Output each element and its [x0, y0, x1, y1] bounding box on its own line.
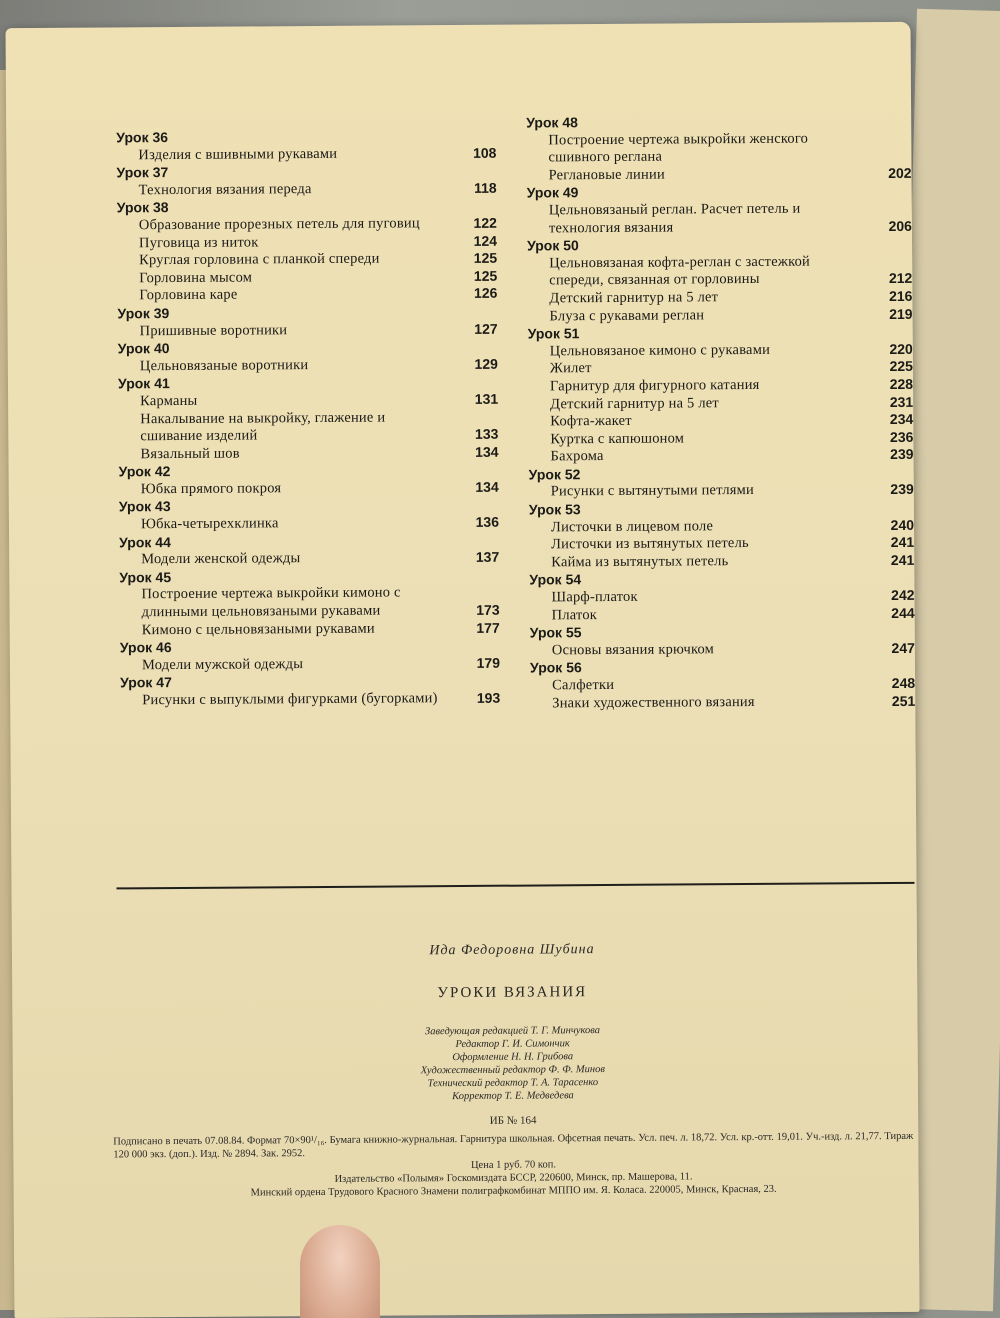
toc-entry-title: Кимоно с цельновязаными рукавами: [141, 620, 375, 638]
book-title: УРОКИ ВЯЗАНИЯ: [437, 984, 588, 1002]
lesson-heading: Урок 44: [119, 533, 171, 551]
toc-entry-page: 212: [888, 270, 913, 287]
lesson-heading: Урок 51: [527, 325, 580, 342]
toc-entry: [120, 655, 500, 675]
credit-line: Художественный редактор Ф. Ф. Минов: [420, 1064, 605, 1077]
toc-entry: [117, 180, 497, 200]
lesson-heading: Урок 46: [119, 639, 172, 656]
toc-entry-title: Модели мужской одежды: [141, 655, 304, 674]
toc-entry-title: Основы вязания крючком: [551, 641, 715, 659]
ib-number: ИБ № 164: [489, 1114, 537, 1127]
lesson-heading: Урок 42: [118, 463, 171, 480]
lesson-heading: Урок 47: [120, 674, 172, 691]
toc-entry-page: 137: [475, 548, 500, 566]
toc-entry-title: Цельновязаный реглан. Расчет петель и технология вязания: [548, 200, 801, 236]
lesson-heading: Урок 56: [529, 659, 582, 676]
toc-entry: [119, 584, 499, 622]
toc-entry-page: 125: [473, 267, 498, 284]
toc-entry-title: Цельновязаная кофта-реглан с застежкой спереди, связанная от горловины: [549, 253, 811, 289]
toc-entry-title: Накалывание на выкройку, глажение и сшивание изделий: [140, 409, 386, 445]
toc-entry: [119, 514, 499, 534]
toc-entry-title: Кофта-жакет: [550, 412, 632, 430]
toc-entry-page: 231: [889, 393, 914, 410]
toc-entry-page: 244: [891, 604, 915, 621]
toc-entry: [118, 355, 498, 375]
toc-entry-title: Построение чертежа выкройки кимоно с длинными цельновязаными рукавами: [141, 584, 401, 621]
toc-entry-page: 241: [890, 534, 915, 551]
toc-entry: [529, 481, 914, 501]
toc-entry-title: Пуговица из ниток: [138, 233, 259, 251]
toc-column-right: [526, 112, 915, 713]
toc-entry-page: 225: [889, 358, 913, 375]
credit-line: Редактор Г. И. Симончик: [455, 1038, 570, 1051]
toc-entry: [119, 479, 499, 499]
toc-entry-title: Кайма из вытянутых петель: [551, 552, 729, 571]
toc-entry-page: 177: [476, 619, 500, 636]
lesson-heading: Урок 55: [529, 624, 582, 641]
toc-entry-page: 127: [474, 320, 498, 337]
toc-entry-title: Блуза с рукавами реглан: [549, 306, 705, 324]
toc-entry: [118, 408, 498, 446]
toc-entry: [116, 144, 496, 164]
toc-entry-page: 239: [890, 446, 914, 463]
toc-entry-title: Юбка прямого покроя: [140, 480, 282, 498]
toc-entry-page: 236: [889, 428, 914, 445]
lesson-heading: Урок 50: [526, 237, 579, 254]
credit-line: Оформление Н. Н. Грибова: [452, 1051, 574, 1064]
toc-entry-title: Построение чертежа выкройки женского сшивного реглана: [548, 130, 809, 166]
toc-entry-title: Платок: [551, 606, 598, 624]
toc-entry: [118, 443, 498, 463]
toc-entry: [119, 549, 499, 569]
toc-entry-page: 118: [473, 179, 497, 196]
toc-entry: [526, 129, 911, 167]
toc-entry: [120, 690, 500, 710]
toc-entry-page: 234: [889, 410, 914, 428]
toc-entry-title: Гарнитур для фигурного катания: [549, 376, 760, 395]
lesson-heading: Урок 39: [117, 304, 170, 322]
toc-entry: [118, 320, 498, 340]
toc-entry-title: Бахрома: [550, 448, 604, 465]
lesson-heading: Урок 53: [528, 501, 581, 518]
lesson-heading: Урок 38: [116, 199, 169, 216]
toc-entry-title: Цельновязаное кимоно с рукавами: [549, 341, 771, 360]
toc-entry-page: 108: [472, 144, 497, 161]
toc-entry-page: 122: [473, 214, 497, 231]
print-line: Минский ордена Трудового Красного Знамени полиграфкомбинат МППО им. Я. Коласа. 220005, Минск, Красная, 23.: [250, 1183, 777, 1199]
toc-entry-title: Юбка-четырехклинка: [140, 515, 279, 533]
lesson-heading: Урок 41: [117, 375, 170, 392]
toc-entry-page: 242: [891, 586, 915, 604]
toc-entry-title: Круглая горловина с планкой спереди: [139, 250, 380, 269]
lesson-heading: Урок 49: [526, 184, 579, 201]
thumb: [300, 1225, 380, 1318]
toc-entry-title: Горловина каре: [139, 286, 238, 304]
toc-entry-title: Листочки из вытянутых петель: [551, 535, 749, 553]
toc-entry-title: Реглановые линии: [548, 166, 665, 184]
toc-entry-page: 133: [474, 425, 499, 443]
toc-entry-page: 216: [888, 287, 913, 304]
toc-entry-page: 248: [891, 674, 916, 692]
toc-entry-page: 247: [891, 639, 915, 656]
toc-entry-page: 239: [890, 481, 914, 498]
toc-entry-title: Карманы: [140, 392, 198, 410]
toc-entry-page: 124: [473, 232, 498, 249]
print-details: [113, 1130, 913, 1201]
lesson-heading: Урок 45: [119, 568, 172, 586]
toc-entry-title: Изделия с вшивными рукавами: [138, 145, 338, 163]
toc-entry-page: 206: [888, 217, 912, 234]
toc-entry-page: 134: [475, 443, 499, 460]
print-line: Издательство «Полымя» Госкомиздата БССР, 220600, Минск, пр. Машерова, 11.: [334, 1171, 693, 1185]
toc-entry-page: 134: [475, 478, 499, 495]
lesson-heading: Урок 40: [117, 340, 170, 357]
toc-entry-page: 220: [889, 340, 913, 357]
toc-entry-title: Горловина мысом: [139, 269, 253, 286]
toc-column-left: [116, 127, 500, 710]
print-line: Цена 1 руб. 70 коп.: [470, 1159, 557, 1171]
toc-entry-title: Цельновязаные воротники: [139, 356, 309, 374]
toc-entry-title: Пришивные воротники: [139, 321, 288, 339]
toc-entry-page: 173: [476, 601, 500, 618]
toc-entry: [528, 446, 913, 466]
toc-entry: [530, 692, 915, 712]
print-line: Подписано в печать 07.08.84. Формат 70×90¹/₁₆. Бумага книжно-журнальная. Гарнитура школьная. Офсетная печать. Усл. печ. л. 18,72. Усл. кр.-отт. 19,01. Уч.-изд. л. 21,77. Тираж 120 000 экз. (доп.). Изд. № 2894. Зак. 2952.: [113, 1130, 914, 1161]
lesson-heading: Урок 52: [528, 466, 581, 483]
toc-entry-title: Жилет: [549, 360, 592, 377]
toc-entry-title: Образование прорезных петель для пуговиц: [138, 215, 420, 234]
toc-entry-title: Рисунки с вытянутыми петлями: [550, 482, 755, 500]
toc-entry-page: 126: [473, 285, 498, 302]
toc-entry-title: Листочки в лицевом поле: [550, 517, 714, 536]
toc-entry: [530, 604, 915, 624]
toc-entry-page: 129: [474, 355, 498, 372]
toc-entry: [527, 200, 912, 238]
toc-entry: [527, 253, 912, 291]
toc-entry: [529, 552, 914, 572]
toc-entry-page: 202: [888, 164, 912, 181]
toc-entry-page: 136: [475, 513, 500, 530]
toc-entry-title: Детский гарнитур на 5 лет: [550, 394, 719, 412]
lesson-heading: Урок 54: [529, 571, 582, 588]
author-name: Ида Федоровна Шубина: [429, 942, 595, 959]
toc-entry-title: Рисунки с выпуклыми фигурками (бугорками): [142, 690, 438, 709]
toc-entry-title: Знаки художественного вязания: [552, 693, 755, 711]
toc-entry: [527, 305, 912, 325]
credit-line: Технический редактор Т. А. Тарасенко: [427, 1077, 599, 1090]
lesson-heading: Урок 36: [116, 129, 169, 146]
toc-entry: [120, 619, 500, 639]
toc-entry-title: Куртка с капюшоном: [550, 430, 685, 448]
toc-entry-page: 131: [474, 390, 499, 407]
toc-entry-page: 193: [476, 689, 501, 706]
section-divider: [117, 882, 915, 890]
toc-entry-page: 228: [889, 375, 914, 392]
toc-entry: [526, 165, 911, 185]
credit-line: Заведующая редакцией Т. Г. Минчукова: [424, 1025, 601, 1038]
toc-entry-page: 251: [891, 692, 916, 709]
toc-entry-title: Технология вязания переда: [138, 180, 312, 199]
toc-entry-title: Шарф-платок: [551, 588, 638, 606]
lesson-heading: Урок 48: [526, 114, 578, 131]
editorial-credits: [112, 1022, 913, 1106]
toc-entry-page: 241: [890, 551, 915, 568]
lesson-heading: Урок 37: [116, 164, 169, 181]
toc-entry-page: 179: [476, 654, 501, 671]
toc-entry: [117, 285, 497, 305]
lesson-heading: Урок 43: [118, 498, 171, 515]
toc-entry-title: Вязальный шов: [140, 445, 240, 462]
toc-entry-page: 240: [890, 516, 915, 533]
toc-entry: [530, 640, 915, 660]
toc-entry-title: Модели женской одежды: [141, 550, 301, 568]
book-page: [6, 22, 920, 1318]
toc-entry-page: 125: [473, 249, 498, 267]
toc-entry-title: Детский гарнитур на 5 лет: [549, 289, 719, 307]
toc-entry-page: 219: [889, 305, 913, 322]
toc-entry-title: Салфетки: [552, 676, 615, 694]
credit-line: Корректор Т. Е. Медведева: [452, 1090, 574, 1103]
